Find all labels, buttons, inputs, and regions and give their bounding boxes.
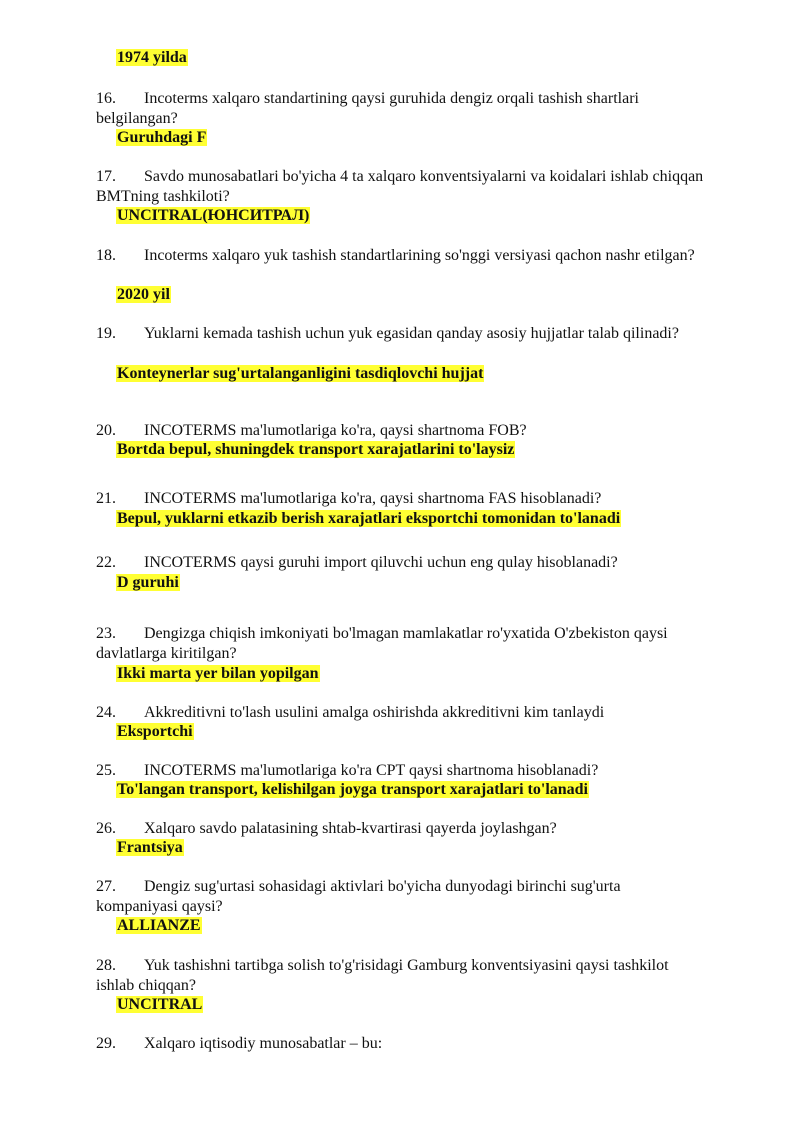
question-number: 18. [96, 247, 116, 264]
question-20 [96, 421, 706, 441]
answer-highlight: Guruhdagi F [117, 129, 207, 146]
question-number: 17. [96, 168, 116, 185]
answer-highlight: 2020 yil [117, 286, 170, 303]
question-text: Akkreditivni to'lash usulini amalga oshirishda akkreditivni kim tanlaydi [144, 704, 605, 721]
question-number: 25. [96, 762, 116, 779]
question-17 [96, 167, 706, 206]
question-22 [96, 553, 706, 573]
question-18 [96, 246, 706, 266]
question-number: 24. [96, 704, 116, 721]
question-text: INCOTERMS ma'lumotlariga ko'ra CPT qaysi shartnoma hisoblanadi? [144, 762, 599, 779]
question-text: INCOTERMS qaysi guruhi import qiluvchi uchun eng qulay hisoblanadi? [144, 554, 618, 571]
answer-26 [116, 838, 184, 858]
answer-27 [116, 916, 202, 936]
question-text: Incoterms xalqaro yuk tashish standartlarining so'nggi versiyasi qachon nashr etilgan? [144, 247, 695, 264]
question-text: INCOTERMS ma'lumotlariga ko'ra, qaysi shartnoma FAS hisoblanadi? [144, 490, 602, 507]
answer-highlight: ALLIANZE [117, 917, 201, 934]
answer-17 [116, 206, 310, 226]
answer-highlight: Bortda bepul, shuningdek transport xarajatlarini to'laysiz [117, 441, 515, 458]
question-text: Yuk tashishni tartibga solish to'g'risidagi Gamburg konventsiyasini qaysi tashkilot ishlab chiqqan? [96, 957, 669, 994]
question-24 [96, 703, 706, 723]
question-text: Xalqaro iqtisodiy munosabatlar – bu: [144, 1035, 383, 1052]
answer-highlight: To'langan transport, kelishilgan joyga transport xarajatlari to'lanadi [117, 781, 588, 798]
answer-19 [116, 364, 484, 384]
question-text: Dengizga chiqish imkoniyati bo'lmagan mamlakatlar ro'yxatida O'zbekiston qaysi davlatlarga kiritilgan? [96, 625, 668, 662]
answer-18 [116, 285, 171, 305]
question-29 [96, 1034, 706, 1054]
answer-25 [116, 780, 589, 800]
question-number: 23. [96, 625, 116, 642]
question-text: Xalqaro savdo palatasining shtab-kvartirasi qayerda joylashgan? [144, 820, 557, 837]
question-number: 28. [96, 957, 116, 974]
answer-highlight: UNCITRAL(ЮНСИТРАЛ) [117, 207, 310, 224]
question-number: 26. [96, 820, 116, 837]
question-number: 27. [96, 878, 116, 895]
question-text: Dengiz sug'urtasi sohasidagi aktivlari bo'yicha dunyodagi birinchi sug'urta kompaniyasi qaysi? [96, 878, 621, 915]
answer-highlight: Ikki marta yer bilan yopilgan [117, 665, 319, 682]
question-25 [96, 761, 706, 781]
answer-highlight: D guruhi [117, 574, 179, 591]
question-27 [96, 877, 706, 916]
answer-21 [116, 509, 621, 529]
answer-22 [116, 573, 180, 593]
question-number: 21. [96, 490, 116, 507]
answer-highlight: Bepul, yuklarni etkazib berish xarajatlari eksportchi tomonidan to'lanadi [117, 510, 621, 527]
question-28 [96, 956, 706, 995]
question-21 [96, 489, 706, 509]
answer-highlight: 1974 yilda [117, 49, 187, 66]
answer-highlight: Konteynerlar sug'urtalanganligini tasdiqlovchi hujjat [117, 365, 484, 382]
answer-highlight: Eksportchi [117, 723, 193, 740]
question-19 [96, 324, 706, 344]
answer-highlight: Frantsiya [117, 839, 183, 856]
question-16 [96, 89, 706, 128]
answer-24 [116, 722, 194, 742]
question-26 [96, 819, 706, 839]
question-number: 29. [96, 1035, 116, 1052]
question-number: 22. [96, 554, 116, 571]
answer-28 [116, 995, 203, 1015]
question-text: Incoterms xalqaro standartining qaysi guruhida dengiz orqali tashish shartlari belgilangan? [96, 90, 639, 127]
question-number: 16. [96, 90, 116, 107]
question-number: 20. [96, 422, 116, 439]
question-text: Savdo munosabatlari bo'yicha 4 ta xalqaro konventsiyalarni va koidalari ishlab chiqqan BMTning tashkiloti? [96, 168, 704, 205]
question-number: 19. [96, 325, 116, 342]
answer-highlight: UNCITRAL [117, 996, 203, 1013]
answer-16 [116, 128, 207, 148]
question-text: Yuklarni kemada tashish uchun yuk egasidan qanday asosiy hujjatlar talab qilinadi? [144, 325, 679, 342]
answer-top [116, 48, 188, 68]
question-23 [96, 624, 706, 663]
answer-20 [116, 440, 515, 460]
question-text: INCOTERMS ma'lumotlariga ko'ra, qaysi shartnoma FOB? [144, 422, 527, 439]
answer-23 [116, 664, 320, 684]
